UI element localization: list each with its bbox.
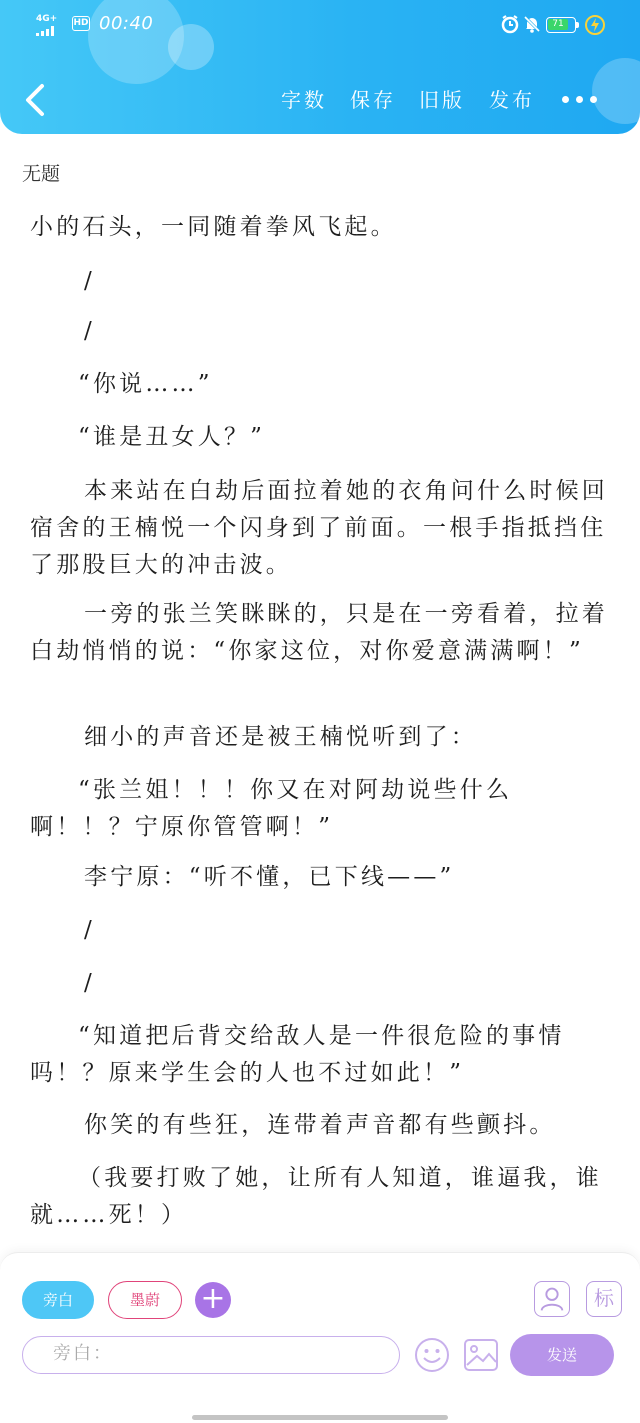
image-icon[interactable] — [463, 1338, 499, 1372]
alarm-icon — [500, 14, 520, 34]
battery-icon — [546, 17, 576, 33]
message-input[interactable]: 旁白： — [22, 1336, 400, 1374]
story-paragraph[interactable]: 本来站在白劫后面拉着她的衣角问什么时候回宿舍的王楠悦一个闪身到了前面。一根手指抵挡住了那股巨大的冲击波。 — [30, 478, 608, 578]
charging-icon — [585, 14, 605, 36]
hd-voice-badge: HD — [72, 16, 90, 31]
send-button[interactable]: 发送 — [510, 1334, 614, 1376]
top-app-bar — [0, 0, 640, 134]
add-role-button[interactable]: + — [195, 1282, 231, 1318]
scene-divider[interactable]: / — [84, 970, 95, 996]
mute-bell-icon — [522, 14, 542, 34]
tag-button[interactable]: 标 — [586, 1281, 622, 1317]
network-type-label: 4G+ — [36, 14, 58, 24]
story-paragraph[interactable]: 李宁原：“听不懂，已下线——” — [84, 864, 455, 890]
story-paragraph[interactable]: 一旁的张兰笑眯眯的，只是在一旁看着，拉着白劫悄悄的说：“你家这位，对你爱意满满啊！” — [30, 601, 608, 664]
document-title[interactable]: 无题 — [22, 163, 61, 185]
story-paragraph[interactable]: 小的石头，一同随着拳风飞起。 — [30, 214, 397, 240]
narrator-role-chip[interactable]: 旁白 — [22, 1281, 94, 1319]
character-profile-icon[interactable] — [534, 1281, 570, 1317]
status-bar — [0, 0, 640, 50]
emoji-icon[interactable] — [414, 1337, 450, 1373]
battery-level: 71 — [548, 19, 568, 30]
story-paragraph[interactable]: “谁是丑女人？” — [78, 424, 266, 450]
story-paragraph[interactable]: “张兰姐！！！你又在对阿劫说些什么啊！！？宁原你管管啊！” — [30, 777, 513, 840]
publish-button[interactable]: 发布 — [489, 88, 535, 112]
battery-tip — [576, 22, 579, 28]
scene-divider[interactable]: / — [84, 917, 95, 943]
character-role-chip[interactable]: 墨蔚 — [108, 1281, 182, 1319]
home-indicator[interactable] — [192, 1415, 448, 1420]
story-paragraph[interactable]: （我要打败了她，让所有人知道，谁逼我，谁就……死！） — [30, 1165, 602, 1228]
save-button[interactable]: 保存 — [350, 88, 396, 112]
more-options-icon[interactable] — [562, 96, 598, 106]
cellular-signal-icon — [36, 14, 68, 36]
story-paragraph[interactable]: 你笑的有些狂，连带着声音都有些颤抖。 — [84, 1112, 556, 1138]
decorative-bubble — [592, 58, 640, 124]
scene-divider[interactable]: / — [84, 318, 95, 344]
scene-divider[interactable]: / — [84, 268, 95, 294]
word-count-button[interactable]: 字数 — [281, 88, 327, 112]
back-arrow-icon[interactable] — [20, 82, 52, 118]
story-paragraph[interactable]: “知道把后背交给敌人是一件很危险的事情吗！？原来学生会的人也不过如此！” — [30, 1023, 565, 1086]
story-paragraph[interactable]: 细小的声音还是被王楠悦听到了： — [84, 724, 477, 750]
story-paragraph[interactable]: “你说……” — [78, 371, 213, 397]
old-version-button[interactable]: 旧版 — [419, 88, 465, 112]
status-time: 00:40 — [99, 13, 154, 34]
